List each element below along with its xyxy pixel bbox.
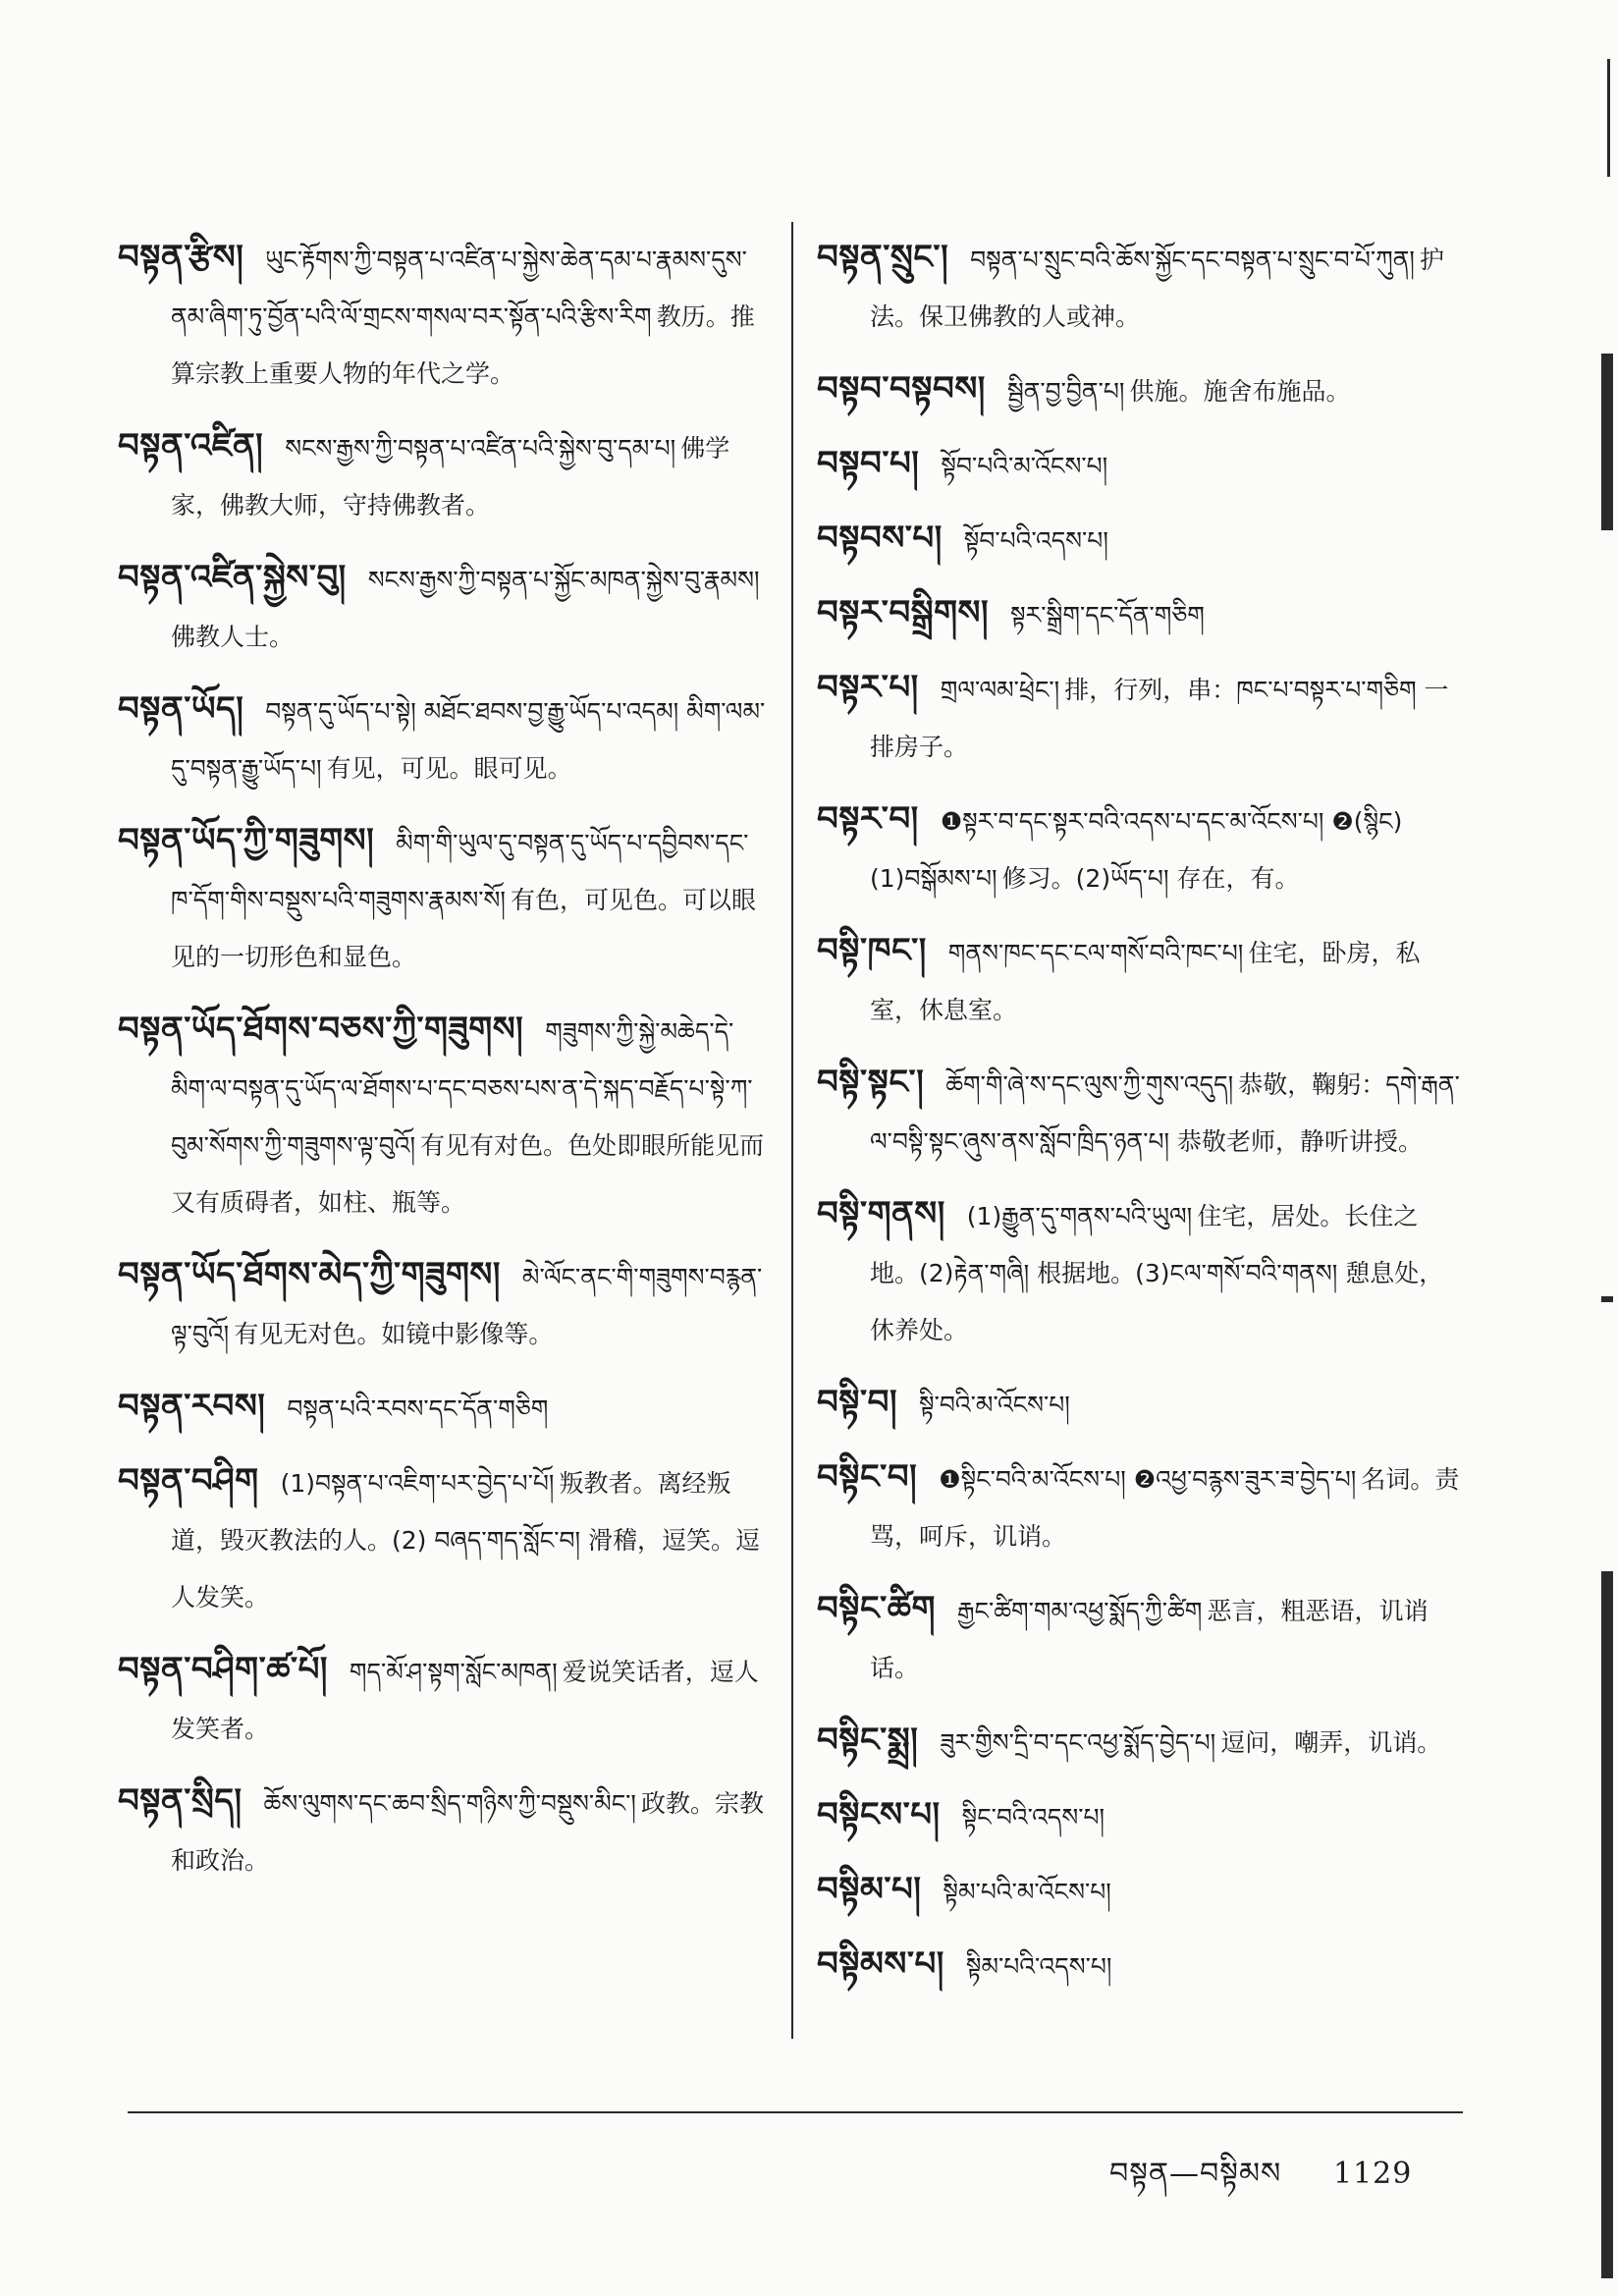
column-divider bbox=[791, 222, 793, 2039]
entry-headword: བསྟན་འཛིན་སྐྱེས་བུ། bbox=[118, 558, 347, 597]
dictionary-entry bbox=[817, 1184, 1465, 1359]
entry-definition: སྟོབ་པའི་འདས་པ། bbox=[963, 526, 1108, 555]
entry-definition: སྟིང་བའི་འདས་པ། bbox=[961, 1803, 1105, 1831]
entry-headword: བསྟན་ཡོད། bbox=[118, 689, 244, 729]
entry-definition: གྲལ་ལམ་ཕྲེང་། bbox=[940, 676, 1060, 704]
entry-headword: བསྟར་བ། bbox=[817, 799, 919, 839]
entry-definition: སྟོབ་པའི་མ་འོངས་པ། bbox=[941, 452, 1108, 480]
entry-headword: བསྟར་བསྒྲིགས། bbox=[817, 593, 990, 632]
dictionary-entry bbox=[817, 1860, 1465, 1921]
entry-headword: བསྟི་ཁང་། bbox=[817, 931, 927, 970]
entry-headword: བསྟིངས་པ། bbox=[817, 1795, 941, 1834]
entry-chinese-gloss: 爱说笑话者，逗人发笑者。 bbox=[171, 1658, 759, 1743]
dictionary-entry bbox=[817, 1579, 1465, 1697]
entry-headword: བསྟན་རྩིས། bbox=[118, 238, 244, 277]
entry-definition: གད་མོ་ཤ་སྟག་སློང་མཁན། bbox=[349, 1658, 558, 1686]
dictionary-entry bbox=[817, 228, 1465, 346]
dictionary-entry bbox=[118, 416, 766, 534]
entry-headword: བསྟར་པ། bbox=[817, 668, 919, 707]
entry-headword: བསྟབས་པ། bbox=[817, 519, 943, 558]
entry-definition: ཡུང་རྟོགས་ཀྱི་བསྟན་པ་འཛིན་པ་སྐྱེས་ཆེན་དམ་པ་རྣམས་དུས་ནམ་ཞིག་ཏུ་བྱོན་པའི་ལོ་གྲངས་གསལ་བར་སྟོན་པའི་རྩིས་རིག bbox=[171, 246, 747, 331]
entry-headword: བསྟན་ཡོད་ཐོགས་བཅས་ཀྱི་གཟུགས། bbox=[118, 1010, 524, 1049]
entry-definition: སངས་རྒྱས་ཀྱི་བསྟན་པ་སྐྱོང་མཁན་སྐྱེས་བུ་རྣམས། bbox=[367, 566, 760, 594]
page-number: 1129 bbox=[1332, 2157, 1413, 2191]
dictionary-entry bbox=[817, 359, 1465, 420]
entry-definition: ཟུར་གྱིས་དྲི་བ་དང་འཕྱ་སྨོད་བྱེད་པ། bbox=[940, 1728, 1216, 1757]
entry-headword: བསྟིམས་པ། bbox=[817, 1944, 944, 1984]
entry-chinese-gloss: 政教。宗教和政治。 bbox=[171, 1789, 765, 1875]
entry-definition: རྒྱང་ཚིག་གམ་འཕྱ་སྨོད་ཀྱི་ཚིག bbox=[956, 1597, 1203, 1625]
entry-definition: ཆོག་གི་ཞེ་ས་དང་ལུས་ཀྱི་གུས་འདུད། bbox=[945, 1070, 1234, 1099]
dictionary-entry bbox=[118, 680, 766, 797]
entry-chinese-gloss: 有见，可见。眼可见。 bbox=[326, 754, 572, 783]
footer-range: བསྟན—བསྟིམས bbox=[1109, 2157, 1282, 2191]
entry-chinese-gloss: 恶言，粗恶语，讥诮话。 bbox=[870, 1597, 1428, 1682]
dictionary-entry bbox=[118, 1245, 766, 1363]
entry-headword: བསྟིམ་པ། bbox=[817, 1870, 922, 1909]
entry-chinese-gloss: 供施。施舍布施品。 bbox=[1129, 377, 1351, 406]
dictionary-entry bbox=[118, 811, 766, 986]
dictionary-entry bbox=[817, 1373, 1465, 1434]
entry-definition: ❶སྟར་བ་དང་སྟར་བའི་འདས་པ་དང་མ་འོངས་པ། ❷(སྙིང) (1)བསྒོམས་པ། bbox=[870, 807, 1403, 893]
entry-chinese-gloss: 住宅，居处。长住之地。(2)རྟེན་གཞི། 根据地。(3)ངལ་གསོ་བའི་གནས། 憩息处，休养处。 bbox=[870, 1202, 1444, 1344]
entry-definition: སྟར་སྒྲིག་དང་དོན་གཅིག bbox=[1010, 601, 1205, 629]
dictionary-entry bbox=[817, 1053, 1465, 1171]
left-column bbox=[118, 228, 766, 1903]
entry-chinese-gloss: 修习。(2)ཡོད་པ། 存在，有。 bbox=[1001, 864, 1300, 893]
entry-definition: སྟིམ་པའི་འདས་པ། bbox=[965, 1952, 1112, 1981]
dictionary-entry bbox=[118, 1772, 766, 1889]
entry-chinese-gloss: 叛教者。离经叛道，毁灭教法的人。(2) བཞད་གད་སློང་བ། 滑稽，逗笑。逗人发笑。 bbox=[171, 1469, 761, 1612]
dictionary-entry bbox=[817, 921, 1465, 1039]
dictionary-entry bbox=[817, 1711, 1465, 1772]
entry-chinese-gloss: 佛教人士。 bbox=[171, 623, 295, 651]
entry-definition: སྟིམ་པའི་མ་འོངས་པ། bbox=[943, 1878, 1111, 1906]
entry-headword: བསྟིང་སྨྲ། bbox=[817, 1721, 919, 1760]
entry-definition: (1)བསྟན་པ་འཇིག་པར་བྱེད་པ་པོ། bbox=[280, 1469, 555, 1498]
entry-definition: སངས་རྒྱས་ཀྱི་བསྟན་པ་འཛིན་པའི་སྐྱེས་བུ་དམ་པ། bbox=[285, 434, 676, 463]
entry-headword: བསྟན་ཡོད་ཐོགས་མེད་ཀྱི་གཟུགས། bbox=[118, 1255, 501, 1294]
entry-definition: ཆོས་ལུགས་དང་ཆབ་སྲིད་གཉིས་ཀྱི་བསྡུས་མིང་། bbox=[263, 1789, 636, 1818]
entry-definition: བསྟན་དུ་ཡོད་པ་སྟེ། མཐོང་ཐབས་བྱ་རྒྱུ་ཡོད་པ་འདམ། མིག་ལམ་དུ་བསྟན་རྒྱུ་ཡོད་པ། bbox=[171, 697, 766, 783]
entry-headword: བསྟན་ཡོད་ཀྱི་གཟུགས། bbox=[118, 821, 375, 860]
entry-definition: སྦྱིན་བྱ་བྱིན་པ། bbox=[1006, 377, 1125, 406]
entry-headword: བསྟི་སྟང་། bbox=[817, 1063, 925, 1102]
dictionary-entry bbox=[118, 1000, 766, 1231]
entry-definition: མེ་ལོང་ནང་གི་གཟུགས་བརྙན་ལྟ་བུའོ། bbox=[171, 1263, 763, 1348]
entry-definition: མིག་གི་ཡུལ་དུ་བསྟན་དུ་ཡོད་པ་དབྱིབས་དང་ཁ་དོག་གིས་བསྡུས་པའི་གཟུགས་རྣམས་སོ། bbox=[171, 829, 749, 914]
entry-headword: བསྟི་གནས། bbox=[817, 1194, 945, 1233]
entry-headword: བསྟིང་ཚིག bbox=[817, 1589, 936, 1628]
entry-headword: བསྟན་སྲིད། bbox=[118, 1781, 243, 1821]
footer-rule bbox=[128, 2111, 1463, 2113]
entry-headword: བསྟན་བཤིག bbox=[118, 1461, 259, 1501]
page-footer bbox=[1109, 2141, 1412, 2223]
entry-headword: བསྟི་བ། bbox=[817, 1383, 898, 1422]
entry-definition: (1)རྒྱུན་དུ་གནས་པའི་ཡུལ། bbox=[966, 1202, 1193, 1230]
entry-definition: བསྟན་པའི་རབས་དང་དོན་གཅིག bbox=[287, 1394, 549, 1423]
entry-headword: བསྟིང་བ། bbox=[817, 1457, 918, 1497]
dictionary-entry bbox=[817, 1935, 1465, 1995]
entry-chinese-gloss: 住宅，卧房，私室，休息室。 bbox=[870, 939, 1421, 1024]
dictionary-entry bbox=[817, 434, 1465, 495]
entry-headword: བསྟན་རབས། bbox=[118, 1387, 266, 1426]
dictionary-entry bbox=[817, 583, 1465, 644]
dictionary-entry bbox=[817, 658, 1465, 776]
entry-chinese-gloss: 护法。保卫佛教的人或神。 bbox=[870, 246, 1445, 331]
entry-chinese-gloss: 排，行列，串：ཁང་པ་བསྟར་པ་གཅིག 一排房子。 bbox=[870, 676, 1449, 761]
dictionary-entry bbox=[118, 1451, 766, 1626]
dictionary-entry bbox=[817, 509, 1465, 570]
dictionary-entry bbox=[817, 790, 1465, 907]
entry-definition: བསྟན་པ་སྲུང་བའི་ཆོས་སྐྱོང་དང་བསྟན་པ་སྲུང་བ་པོ་ཀུན། bbox=[970, 246, 1415, 274]
entry-headword: བསྟབ་བསྟབས། bbox=[817, 369, 986, 409]
entry-chinese-gloss: 有色，可见色。可以眼见的一切形色和显色。 bbox=[171, 886, 757, 971]
entry-chinese-gloss: 名词。责骂，呵斥，讥诮。 bbox=[870, 1465, 1460, 1551]
entry-headword: བསྟབ་པ། bbox=[817, 444, 920, 483]
entry-chinese-gloss: 有见无对色。如镜中影像等。 bbox=[234, 1320, 554, 1348]
dictionary-entry bbox=[817, 1448, 1465, 1565]
entry-headword: བསྟན་སྲུང་། bbox=[817, 238, 949, 277]
dictionary-entry bbox=[118, 548, 766, 666]
entry-headword: བསྟན་འཛིན། bbox=[118, 426, 264, 465]
scan-edge-marks bbox=[1595, 0, 1617, 2296]
entry-definition: སྟི་བའི་མ་འོངས་པ། bbox=[919, 1391, 1070, 1419]
entry-headword: བསྟན་བཤིག་ཚ་པོ། bbox=[118, 1650, 328, 1689]
entry-chinese-gloss: 恭敬，鞠躬：དགེ་རྒན་ལ་བསྟི་སྟང་ཞུས་ནས་སློབ་ཁྲིད་ཉན་པ། 恭敬老师，静听讲授。 bbox=[870, 1070, 1460, 1156]
right-column bbox=[817, 228, 1465, 2009]
dictionary-entry bbox=[118, 1640, 766, 1758]
entry-chinese-gloss: 逗问，嘲弄，讥诮。 bbox=[1220, 1728, 1442, 1757]
entry-chinese-gloss: 有见有对色。色处即眼所能见而又有质碍者，如柱、瓶等。 bbox=[171, 1131, 765, 1217]
dictionary-entry bbox=[118, 1377, 766, 1438]
entry-definition: གཟུགས་ཀྱི་སྐྱེ་མཆེད་དེ་མིག་ལ་བསྟན་དུ་ཡོད་ལ་ཐོགས་པ་དང་བཅས་པས་ན་དེ་སྐད་བརྗོད་པ་སྟེ་ཀ་བུམ་སོགས་ཀྱི་གཟུགས་ལྟ་བུའོ། bbox=[171, 1017, 753, 1160]
dictionary-entry bbox=[118, 228, 766, 403]
entry-chinese-gloss: 佛学家，佛教大师，守持佛教者。 bbox=[171, 434, 730, 519]
entry-definition: ❶སྟིང་བའི་མ་འོངས་པ། ❷འཕྱ་བརྙས་ཟུར་ཟ་བྱེད་པ། bbox=[939, 1465, 1357, 1494]
entry-chinese-gloss: 教历。推算宗教上重要人物的年代之学。 bbox=[171, 302, 755, 388]
dictionary-entry bbox=[817, 1785, 1465, 1846]
entry-definition: གནས་ཁང་དང་ངལ་གསོ་བའི་ཁང་པ། bbox=[947, 939, 1244, 967]
